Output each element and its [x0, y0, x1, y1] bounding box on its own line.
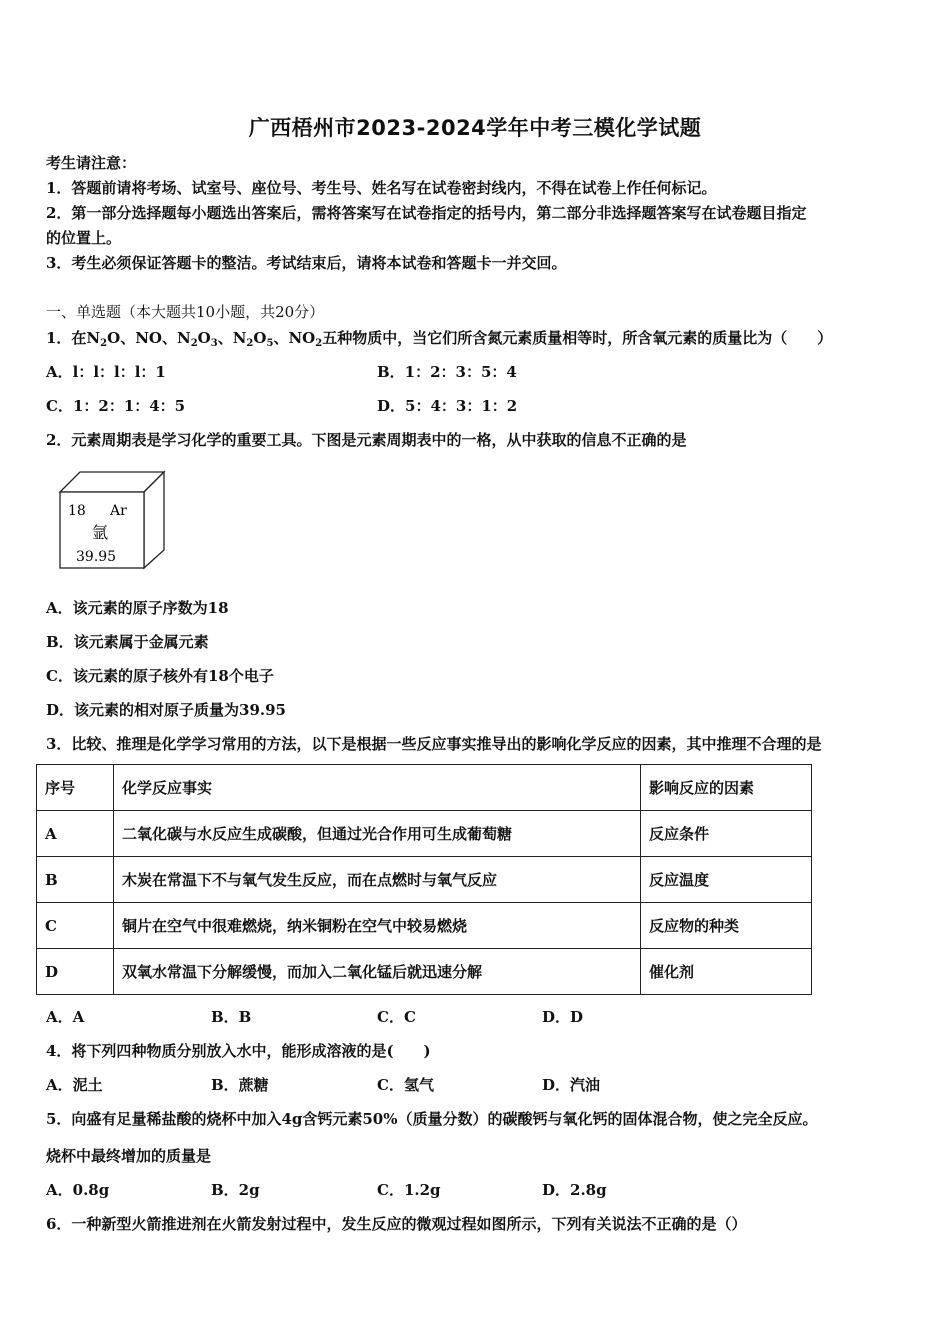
- section-heading: 一、单选题（本大题共10小题，共20分）: [46, 303, 325, 321]
- q5-option-d[interactable]: D．2.8g: [542, 1181, 607, 1199]
- table-cell: A: [37, 811, 114, 857]
- notice-heading: 考生请注意：: [46, 154, 137, 172]
- table-header-row: [37, 765, 812, 811]
- notice-item-1: 1．答题前请将考场、试室号、座位号、考生号、姓名写在试卷密封线内，不得在试卷上作任何标记。: [46, 179, 717, 197]
- q1-option-a[interactable]: A．l：l：l：l：1: [46, 363, 166, 381]
- table-row: [37, 857, 812, 903]
- notice-item-2a: 2．第一部分选择题每小题选出答案后，需将答案写在试卷指定的括号内，第二部分非选择题答案写在试卷题目指定: [46, 204, 807, 222]
- q3-stem: 3．比较、推理是化学学习常用的方法，以下是根据一些反应事实推导出的影响化学反应的因素，其中推理不合理的是: [46, 735, 822, 753]
- table-header-cell: 影响反应的因素: [641, 765, 812, 811]
- q5-stem-line-1: 5．向盛有足量稀盐酸的烧杯中加入4g含钙元素50%（质量分数）的碳酸钙与氧化钙的固体混合物，使之完全反应。: [46, 1110, 818, 1128]
- q1-option-c[interactable]: C．1：2：1：4：5: [46, 397, 186, 415]
- q4-stem: 4．将下列四种物质分别放入水中，能形成溶液的是( ): [46, 1042, 431, 1060]
- table-row: [37, 811, 812, 857]
- q2-option-c[interactable]: C．该元素的原子核外有18个电子: [46, 667, 274, 685]
- notice-item-2b: 的位置上。: [46, 229, 122, 247]
- table-cell: 反应物的种类: [641, 903, 812, 949]
- q1-stem: 1．在$N_2O$、NO、$N_2O_3$、$N_2O_5$、$NO_2$五种物质中，当它们所含氮元素质量相等时，所含氧元素的质量比为（ ）: [46, 329, 833, 349]
- q3-option-a[interactable]: A．A: [46, 1008, 85, 1026]
- q4-option-a[interactable]: A．泥土: [46, 1076, 103, 1094]
- q5-option-b[interactable]: B．2g: [211, 1181, 260, 1199]
- table-row: [37, 903, 812, 949]
- q5-option-a[interactable]: A．0.8g: [46, 1181, 110, 1199]
- table-cell: B: [37, 857, 114, 903]
- q4-option-b[interactable]: B．蔗糖: [211, 1076, 269, 1094]
- table-row: [37, 949, 812, 995]
- element-number: 18: [68, 503, 86, 519]
- q3-option-d[interactable]: D．D: [542, 1008, 584, 1026]
- q1-option-b[interactable]: B．1：2：3：5：4: [377, 363, 517, 381]
- table-cell: 反应温度: [641, 857, 812, 903]
- table-cell: 铜片在空气中很难燃烧，纳米铜粉在空气中较易燃烧: [114, 903, 641, 949]
- element-symbol: Ar: [110, 503, 127, 519]
- element-mass: 39.95: [76, 549, 117, 565]
- q4-option-d[interactable]: D．汽油: [542, 1076, 601, 1094]
- q5-option-c[interactable]: C．1.2g: [377, 1181, 441, 1199]
- table-cell: 木炭在常温下不与氧气发生反应，而在点燃时与氧气反应: [114, 857, 641, 903]
- q2-option-b[interactable]: B．该元素属于金属元素: [46, 633, 209, 651]
- element-name: 氩: [92, 523, 109, 542]
- periodic-cell-figure: [58, 470, 168, 570]
- table-cell: 二氧化碳与水反应生成碳酸，但通过光合作用可生成葡萄糖: [114, 811, 641, 857]
- page-title: 广西梧州市2023-2024学年中考三模化学试题: [248, 116, 702, 140]
- table-cell: 双氧水常温下分解缓慢，而加入二氧化锰后就迅速分解: [114, 949, 641, 995]
- q5-stem-line-2: 烧杯中最终增加的质量是: [46, 1147, 212, 1165]
- q2-option-d[interactable]: D．该元素的相对原子质量为39.95: [46, 701, 286, 719]
- table-header-cell: 序号: [37, 765, 114, 811]
- table-cell: 反应条件: [641, 811, 812, 857]
- notice-item-3: 3．考生必须保证答题卡的整洁。考试结束后，请将本试卷和答题卡一并交回。: [46, 254, 567, 272]
- q2-stem: 2．元素周期表是学习化学的重要工具。下图是元素周期表中的一格，从中获取的信息不正确的是: [46, 431, 687, 449]
- q3-option-c[interactable]: C．C: [377, 1008, 416, 1026]
- q4-option-c[interactable]: C．氢气: [377, 1076, 434, 1094]
- table-cell: 催化剂: [641, 949, 812, 995]
- table-cell: C: [37, 903, 114, 949]
- q3-option-b[interactable]: B．B: [211, 1008, 252, 1026]
- table-cell: D: [37, 949, 114, 995]
- q2-option-a[interactable]: A．该元素的原子序数为18: [46, 599, 229, 617]
- q3-facts-table: [36, 764, 812, 995]
- q6-stem: 6．一种新型火箭推进剂在火箭发射过程中，发生反应的微观过程如图所示，下列有关说法不正确的是（）: [46, 1215, 747, 1233]
- table-header-cell: 化学反应事实: [114, 765, 641, 811]
- q1-option-d[interactable]: D．5：4：3：1：2: [377, 397, 518, 415]
